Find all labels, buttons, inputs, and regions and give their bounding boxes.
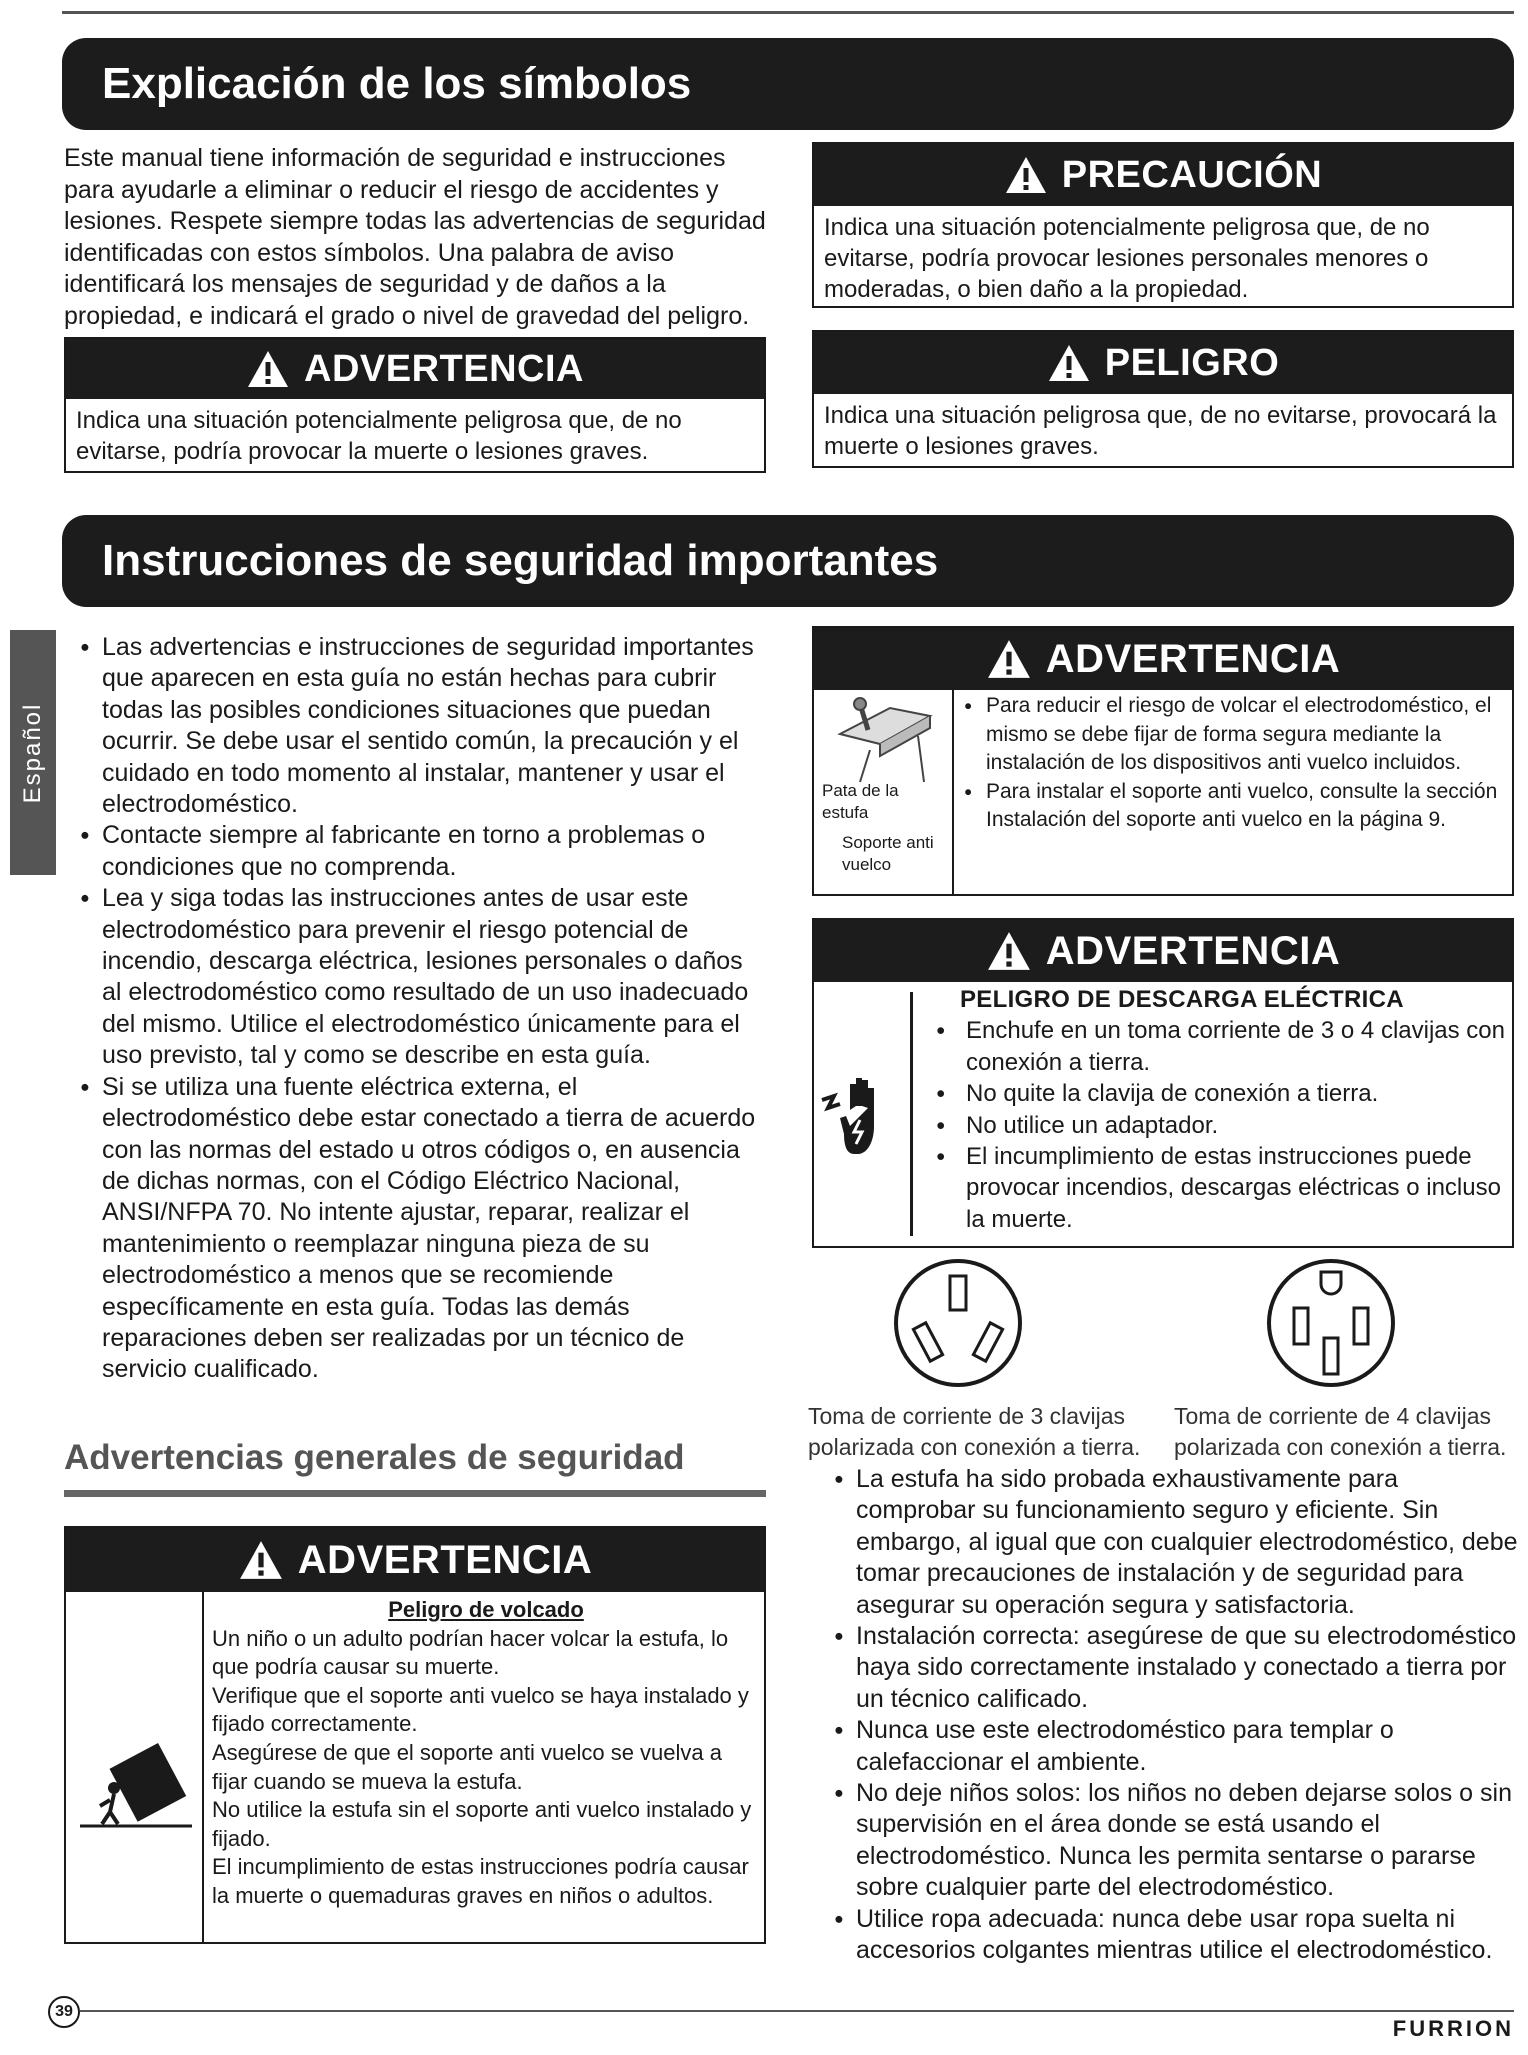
tipover-warning-box — [64, 1526, 766, 1944]
symbols-intro: Este manual tiene información de seguridad e instrucciones para ayudarle a eliminar o reducir el riesgo de accidentes y lesiones. Respete siempre todas las advertencias de seguridad identificadas con estos símbolos. Una palabra de aviso identificará los mensajes de seguridad y de daños a la propiedad, e indicará el grado o nivel de gravedad del peligro. — [64, 144, 766, 330]
stove-leg-label: Pata de la estufa — [822, 781, 899, 822]
peligro-definition-box — [812, 330, 1514, 468]
antitip-divider — [952, 690, 954, 894]
tipover-warning-body — [212, 1596, 760, 1911]
three-prong-caption: Toma de corriente de 3 clavijas polarizada con conexión a tierra. — [808, 1403, 1141, 1460]
shock-subtitle: PELIGRO DE DESCARGA ELÉCTRICA — [960, 986, 1404, 1013]
general-warnings-heading: Advertencias generales de seguridad — [64, 1438, 685, 1477]
warning-triangle-icon — [1047, 343, 1091, 383]
tipover-warning-header — [66, 1528, 764, 1592]
bottom-rule — [80, 2010, 1514, 2012]
warning-triangle-icon — [246, 349, 290, 389]
antitip-warning-label: ADVERTENCIA — [1045, 636, 1341, 681]
shock-divider — [910, 992, 913, 1236]
top-rule — [62, 11, 1514, 14]
four-prong-caption: Toma de corriente de 4 clavijas polarizada con conexión a tierra. — [1174, 1403, 1507, 1460]
three-prong-outlet-icon — [893, 1258, 1023, 1388]
peligro-definition-text: Indica una situación peligrosa que, de no evitarse, provocará la muerte o lesiones graves. — [824, 402, 1497, 460]
tipover-subtitle: Peligro de volcado — [388, 1597, 584, 1622]
four-prong-outlet-icon — [1266, 1258, 1396, 1388]
tipover-line: No utilice la estufa sin el soporte anti vuelco instalado y fijado. — [212, 1797, 752, 1851]
list-item: ● No quite la clavija de conexión a tierra. — [936, 1078, 1526, 1109]
warning-triangle-icon — [986, 930, 1032, 972]
list-item: ● Si se utiliza una fuente eléctrica externa, el electrodoméstico debe estar conectado a tierra de acuerdo con las normas del estado u otros códigos o, en ausencia de dichas normas, con el Código Eléctrico Nacional, ANSI/NFPA 70. No intente ajustar, reparar, realizar el mantenimiento o reemplazar ninguna pieza de su electrodoméstico a menos que se recomiende específicamente en esta guía. Todas las demás reparaciones deben ser realizadas por un técnico de servicio cualificado. — [80, 1072, 760, 1386]
list-item: ● Las advertencias e instrucciones de seguridad importantes que aparecen en esta guía no están hechas para cubrir todas las posibles condiciones situaciones que puedan ocurrir. Se debe usar el sentido común, la precaución y el cuidado en todo momento al instalar, mantener y usar el electrodoméstico. — [80, 632, 760, 820]
shock-warning-body — [926, 984, 1526, 1235]
advertencia-definition-header — [66, 339, 764, 399]
antitip-bracket-icon — [820, 694, 948, 784]
tipping-stove-icon — [78, 1738, 194, 1834]
antitip-warning-box — [812, 626, 1514, 896]
antitip-bullet-list — [964, 692, 1508, 835]
general-bullet-list — [834, 1464, 1520, 1967]
symbols-heading — [62, 38, 1514, 130]
electric-shock-hand-icon — [820, 1070, 902, 1162]
list-item: ● El incumplimiento de estas instrucciones puede provocar incendios, descargas eléctricas o incluso la muerte. — [936, 1141, 1526, 1235]
advertencia-definition-label: ADVERTENCIA — [304, 347, 584, 390]
antitip-bracket-label: Soporte anti vuelco — [842, 833, 934, 874]
antitip-warning-header — [814, 628, 1512, 690]
general-warnings-rule — [64, 1490, 766, 1497]
symbols-heading-text: Explicación de los símbolos — [102, 59, 692, 108]
list-item: ● Contacte siempre al fabricante en torno a problemas o condiciones que no comprenda. — [80, 820, 760, 883]
list-item: ● Lea y siga todas las instrucciones antes de usar este electrodoméstico para prevenir el riesgo potencial de incendio, descarga eléctrica, lesiones personales o daños al electrodoméstico como resultado de un uso inadecuado del mismo. Utilice el electrodoméstico únicamente para el uso previsto, tal y como se describe en esta guía. — [80, 883, 760, 1071]
precaucion-definition-text: Indica una situación potencialmente peligrosa que, de no evitarse, podría provocar lesiones personales menores o moderadas, o bien daño a la propiedad. — [824, 214, 1430, 303]
peligro-definition-header — [814, 332, 1512, 394]
list-item: ● Utilice ropa adecuada: nunca debe usar ropa suelta ni accesorios colgantes mientras utilice el electrodoméstico. — [834, 1904, 1520, 1967]
safety-heading — [62, 515, 1514, 607]
language-side-tab-label: Español — [19, 702, 46, 803]
tipover-line: Asegúrese de que el soporte anti vuelco se vuelva a fijar cuando se mueva la estufa. — [212, 1739, 722, 1794]
list-item: ● Para reducir el riesgo de volcar el electrodoméstico, el mismo se debe fijar de forma segura mediante la instalación de los dispositivos anti vuelco incluidos. — [964, 692, 1508, 778]
precaucion-definition-header — [814, 144, 1512, 206]
precaucion-definition-box — [812, 142, 1514, 308]
list-item: ● Para instalar el soporte anti vuelco, consulte la sección Instalación del soporte anti vuelco en la página 9. — [964, 778, 1508, 835]
brand-logo: FURRION — [1392, 2016, 1514, 2041]
language-side-tab — [10, 630, 56, 875]
list-item: ● Nunca use este electrodoméstico para templar o calefaccionar el ambiente. — [834, 1715, 1520, 1778]
safety-bullet-list — [80, 632, 760, 1386]
list-item: ● No deje niños solos: los niños no deben dejarse solos o sin supervisión en el área donde se está usando el electrodoméstico. Nunca les permita sentarse o pararse sobre cualquier parte del electrodoméstico. — [834, 1778, 1520, 1904]
tipover-line: Un niño o un adulto podrían hacer volcar la estufa, lo que podría causar su muerte. — [212, 1625, 729, 1680]
peligro-definition-label: PELIGRO — [1104, 341, 1280, 384]
warning-triangle-icon — [238, 1539, 284, 1581]
advertencia-definition-text: Indica una situación potencialmente peligrosa que, de no evitarse, podría provocar la muerte o lesiones graves. — [76, 407, 682, 465]
list-item: ● Instalación correcta: asegúrese de que su electrodoméstico haya sido correctamente instalado y conectado a tierra por un técnico calificado. — [834, 1621, 1520, 1715]
tipover-divider — [202, 1592, 204, 1942]
shock-warning-label: ADVERTENCIA — [1045, 928, 1341, 973]
list-item: ● No utilice un adaptador. — [936, 1110, 1526, 1141]
precaucion-definition-label: PRECAUCIÓN — [1061, 153, 1323, 196]
list-item: ● La estufa ha sido probada exhaustivamente para comprobar su funcionamiento seguro y eficiente. Sin embargo, al igual que con cualquier electrodoméstico, debe tomar precauciones de instalación y de seguridad para asegurar su operación segura y satisfactoria. — [834, 1464, 1520, 1621]
safety-heading-text: Instrucciones de seguridad importantes — [102, 536, 939, 585]
warning-triangle-icon — [1004, 155, 1048, 195]
list-item: ● Enchufe en un toma corriente de 3 o 4 clavijas con conexión a tierra. — [936, 1015, 1526, 1078]
warning-triangle-icon — [986, 638, 1032, 680]
page-number: 39 — [48, 1996, 80, 2028]
tipover-line: El incumplimiento de estas instrucciones podría causar la muerte o quemaduras graves en niños o adultos. — [212, 1854, 749, 1908]
shock-warning-header — [814, 920, 1512, 982]
shock-warning-box — [812, 918, 1514, 1248]
advertencia-definition-box — [64, 337, 766, 473]
tipover-warning-label: ADVERTENCIA — [297, 1537, 593, 1582]
tipover-line: Verifique que el soporte anti vuelco se haya instalado y fijado correctamente. — [212, 1682, 749, 1737]
